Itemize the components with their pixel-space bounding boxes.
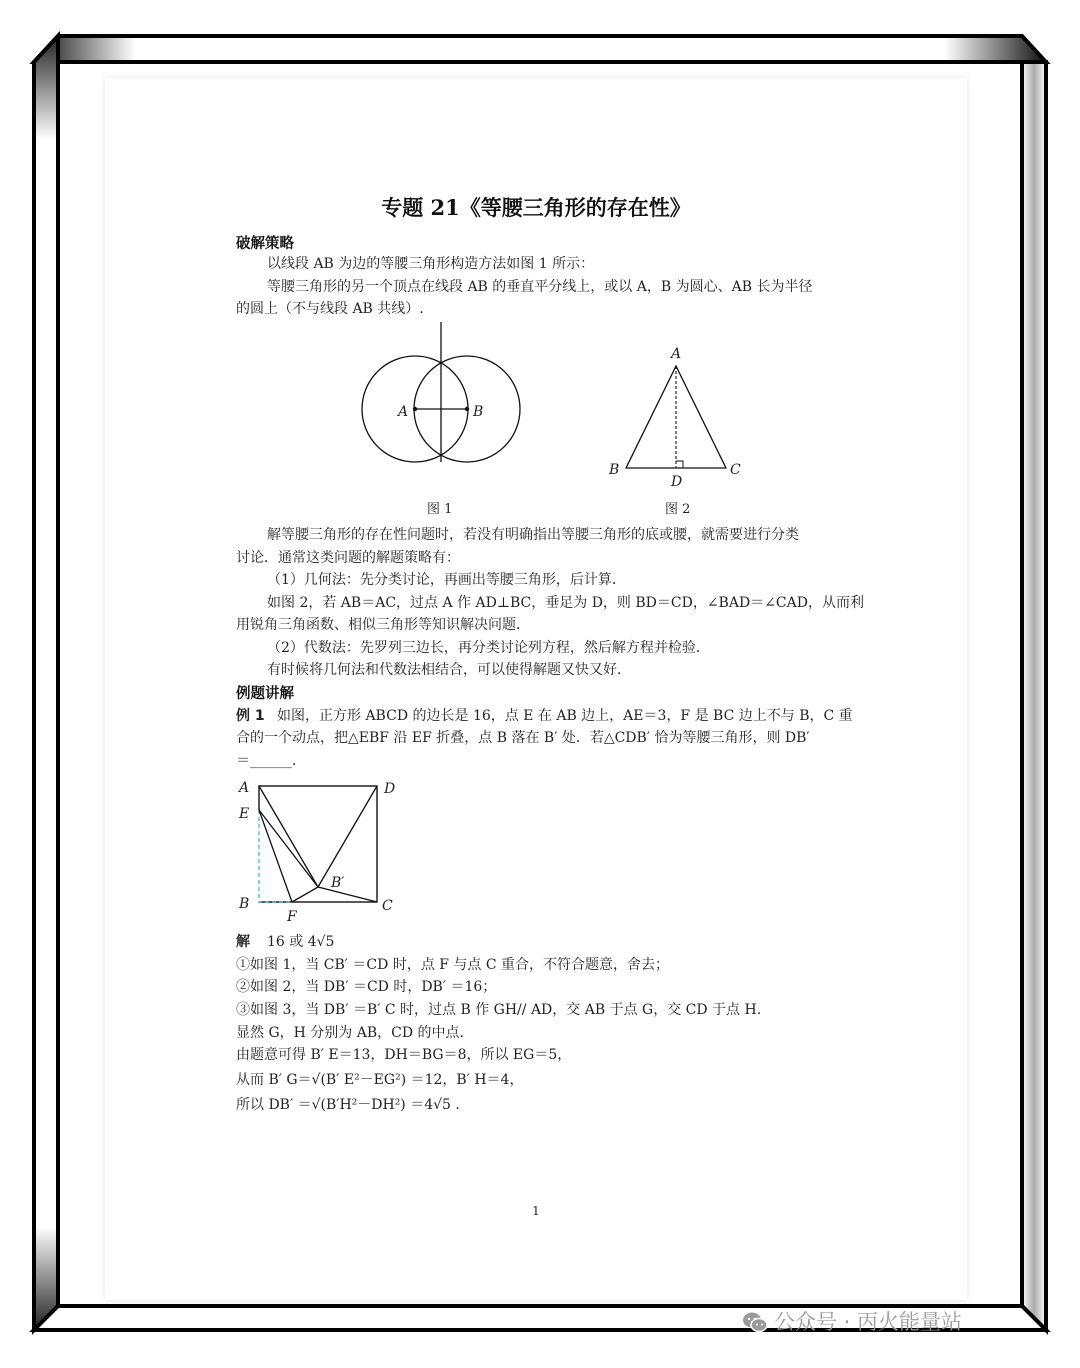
solution-answer: 16 或 4√5 [267,934,335,950]
paragraph: 以线段 AB 为边的等腰三角形构造方法如图 1 所示： [267,256,595,272]
fig3-label-a: A [239,780,250,796]
paragraph: 的圆上（不与线段 AB 共线）. [236,301,424,317]
fig2-caption: 图 2 [665,502,691,517]
solution-step: ①如图 1，当 CB′ ＝CD 时，点 F 与点 C 重合，不符合题意，舍去； [236,957,670,973]
solution-label: 解 [236,934,250,950]
fig2-label-c: C [730,462,741,478]
paragraph: 用锐角三角函数、相似三角形等知识解决问题． [236,617,530,633]
fig3-label-f: F [287,909,297,925]
figure-1-circles [355,322,525,462]
fig1-label-b: B [473,404,484,420]
fig3-label-e: E [239,806,250,822]
wechat-icon [742,1311,768,1333]
paragraph: 如图，正方形 ABCD 的边长是 16，点 E 在 AB 边上，AE＝3，F 是 BC 边上不与 B，C 重 [277,708,853,724]
section-heading-examples: 例题讲解 [236,686,294,702]
document-title: 专题 21《等腰三角形的存在性》 [381,195,691,220]
paragraph: 等腰三角形的另一个顶点在线段 AB 的垂直平分线上，或以 A，B 为圆心、AB 长为半径 [267,279,813,295]
answer-blank: ＝______． [236,753,306,769]
example-label: 例 1 [236,708,265,724]
paragraph: 有时候将几何法和代数法相结合，可以使得解题又快又好． [267,662,631,678]
paragraph: （1）几何法：先分类讨论，再画出等腰三角形，后计算． [267,572,626,588]
fig2-label-a: A [671,346,682,362]
document-page [105,78,967,1300]
section-heading-strategy: 破解策略 [236,236,294,252]
watermark-text: 公众号 · 丙火能量站 [774,1310,963,1334]
solution-step: ②如图 2，当 DB′ ＝CD 时，DB′ ＝16； [236,979,497,995]
paragraph: 解等腰三角形的存在性问题时，若没有明确指出等腰三角形的底或腰，就需要进行分类 [267,527,799,543]
solution-step: 由题意可得 B′ E＝13，DH＝BG＝8，所以 EG＝5， [236,1047,572,1063]
fig3-label-d: D [384,781,396,797]
figure-2-triangle [620,364,730,470]
fig3-label-b: B [239,896,250,912]
solution-step: 从而 B′ G＝√(B′ E²－EG²) ＝12，B′ H＝4， [236,1072,524,1088]
fig1-caption: 图 1 [427,502,453,517]
figure-3-square-fold [255,784,385,906]
paragraph: 讨论．通常这类问题的解题策略有： [236,550,460,566]
fig2-label-b: B [609,462,620,478]
fig3-label-bprime: B′ [331,875,345,891]
paragraph: 合的一个动点，把△EBF 沿 EF 折叠，点 B 落在 B′ 处．若△CDB′ 恰为等腰三角形，则 DB′ [236,730,810,746]
solution-step: 所以 DB′ ＝√(B′H²－DH²) ＝4√5 . [236,1097,460,1113]
fig2-label-d: D [671,474,683,490]
paragraph: 如图 2，若 AB＝AC，过点 A 作 AD⊥BC，垂足为 D，则 BD＝CD，∠BAD＝∠CAD，从而利 [267,595,864,611]
solution-step: 显然 G，H 分别为 AB，CD 的中点． [236,1025,474,1041]
fig1-label-a: A [398,404,409,420]
watermark [742,1306,962,1336]
page-number: 1 [532,1204,540,1218]
solution-step: ③如图 3，当 DB′ ＝B′ C 时，过点 B 作 GH// AD，交 AB 于点 G，交 CD 于点 H. [236,1002,762,1018]
paragraph: （2）代数法：先罗列三边长，再分类讨论列方程，然后解方程并检验． [267,640,710,656]
fig3-label-c: C [382,898,393,914]
